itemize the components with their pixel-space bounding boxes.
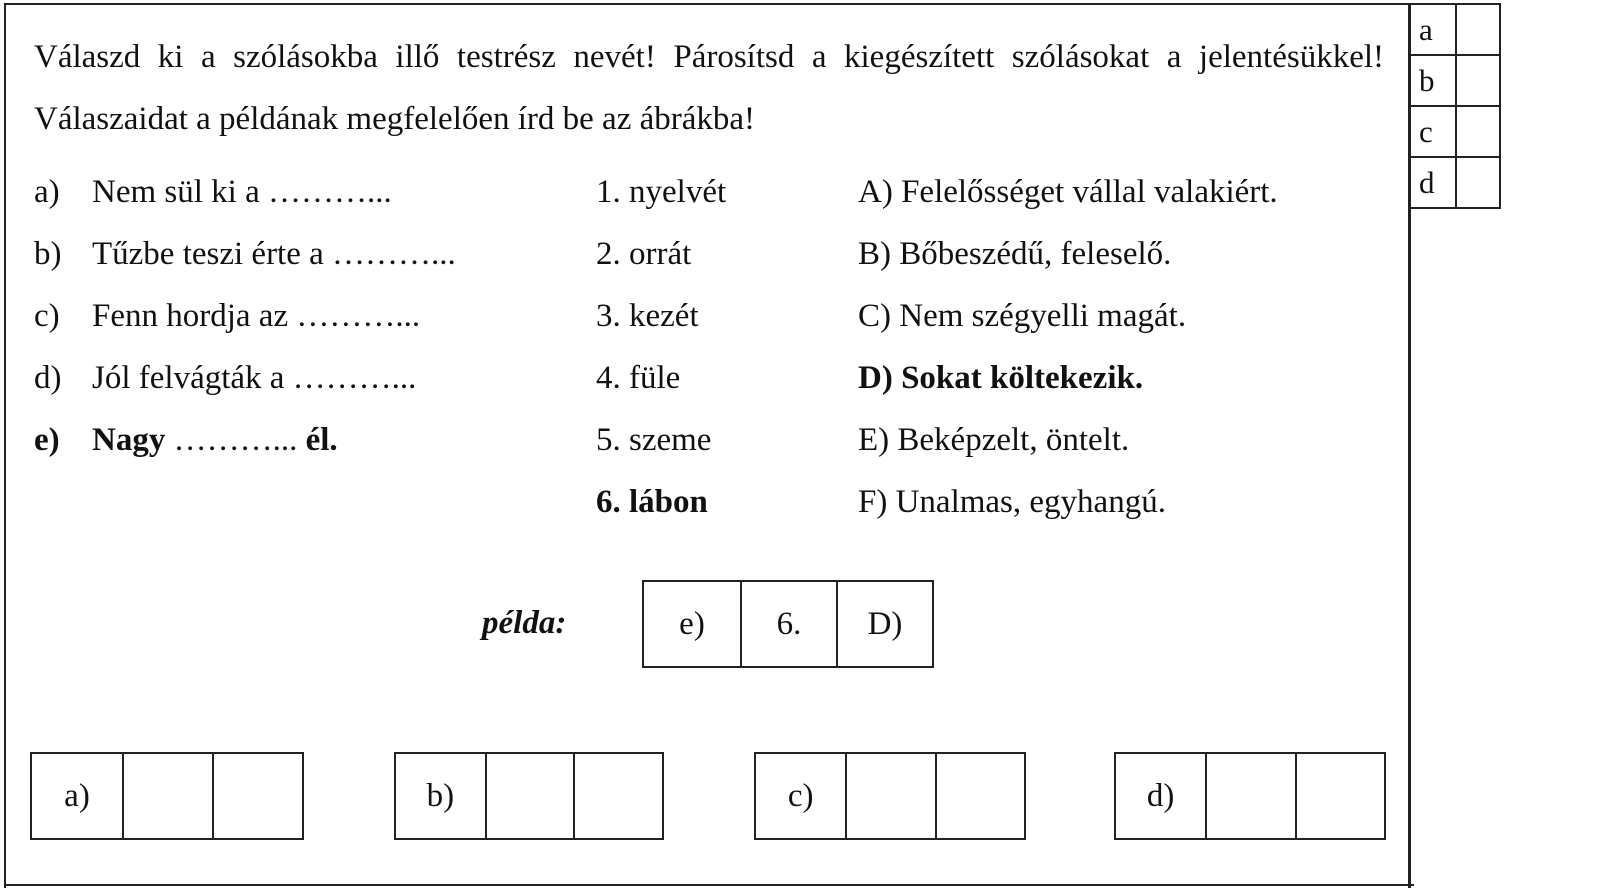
score-key: d [1419,165,1435,200]
example-label: példa: [482,605,567,641]
meaning-a: A) Felelősséget vállal valakiért. [858,174,1278,210]
answer-cell-meaning[interactable] [1295,754,1384,838]
answer-cell-meaning[interactable] [212,754,302,838]
score-table [1409,3,1501,209]
saying-letter: c) [34,298,60,334]
body-part-2: 2. orrát [596,236,692,272]
body-part-1: 1. nyelvét [596,174,727,210]
answer-cell-number[interactable] [845,754,934,838]
answer-box-d [1114,752,1386,840]
saying-letter: e) [34,422,60,458]
example-cell-meaning: D) [836,582,932,666]
score-value[interactable] [1455,107,1499,156]
score-key: a [1419,12,1433,47]
meaning-f: F) Unalmas, egyhangú. [858,484,1166,520]
answer-cell-meaning[interactable] [935,754,1024,838]
saying-letter: b) [34,236,62,272]
example-cell-number: 6. [740,582,836,666]
answer-cell-number[interactable] [122,754,212,838]
saying-text: Jól felvágták a ………... [92,360,417,396]
answer-box-letter: a) [64,777,90,814]
body-part-3: 3. kezét [596,298,699,334]
meaning-c: C) Nem szégyelli magát. [858,298,1187,334]
saying-text: Fenn hordja az ………... [92,298,421,334]
answer-box-b [394,752,664,840]
example-box [642,580,934,668]
answer-box-letter: d) [1146,777,1175,814]
example-cell-letter: e) [679,605,705,642]
score-value[interactable] [1455,56,1499,105]
saying-text [92,420,338,460]
body-part-6: 6. lábon [596,484,708,520]
instruction-text: Válaszd ki a szólásokba illő testrész nevét! Párosítsd a kiegészített szólásokat a jelentésükkel! Válaszaidat a példának megfelelően írd be az ábrákba! [34,39,1384,137]
score-row-b [1411,54,1499,105]
saying-text-end: él. [305,422,338,458]
score-value[interactable] [1455,5,1499,54]
answer-cell-meaning[interactable] [573,754,662,838]
meaning-e: E) Beképzelt, öntelt. [858,422,1130,458]
body-part-4: 4. füle [596,360,681,396]
answer-box-letter: b) [426,777,455,814]
score-row-a [1411,5,1499,54]
answer-cell-number[interactable] [1205,754,1294,838]
saying-text: Tűzbe teszi érte a ………... [92,236,456,272]
score-row-c [1411,105,1499,156]
meaning-b: B) Bőbeszédű, feleselő. [858,236,1172,272]
frame-bottom-line [4,884,1414,886]
answer-box-letter: c) [787,777,814,814]
answer-box-c [754,752,1026,840]
saying-letter: a) [34,174,60,210]
score-value[interactable] [1455,158,1499,207]
saying-text: Nem sül ki a ………... [92,174,392,210]
score-side-line [1409,203,1411,888]
saying-text-start: Nagy [92,422,166,458]
score-key: b [1419,63,1435,98]
score-row-d [1411,156,1499,207]
answer-box-a [30,752,304,840]
saying-letter: d) [34,360,62,396]
saying-text-dots: ………... [173,422,298,458]
score-key: c [1419,114,1433,149]
body-part-5: 5. szeme [596,422,712,458]
meaning-d: D) Sokat költekezik. [858,360,1144,396]
answer-cell-number[interactable] [485,754,574,838]
